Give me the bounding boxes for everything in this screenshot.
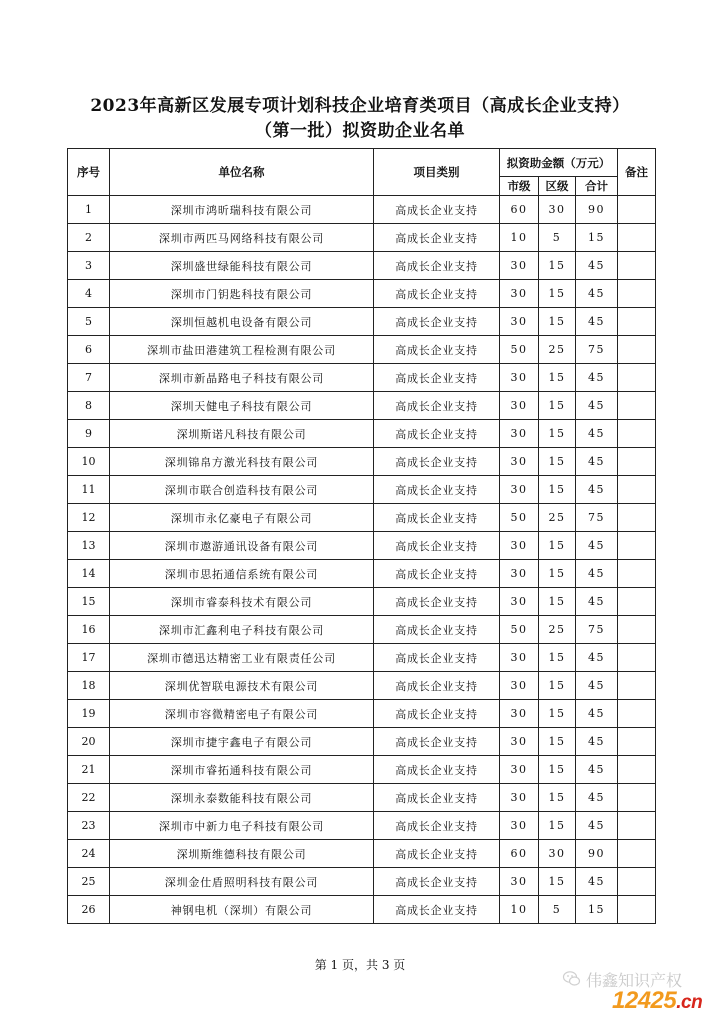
row-index: 4 bbox=[68, 280, 110, 308]
remark bbox=[618, 868, 656, 896]
amount-district: 15 bbox=[539, 532, 576, 560]
project-category: 高成长企业支持 bbox=[374, 532, 500, 560]
funding-table bbox=[67, 148, 656, 924]
company-name: 神钢电机（深圳）有限公司 bbox=[110, 896, 374, 924]
remark bbox=[618, 420, 656, 448]
row-index: 18 bbox=[68, 672, 110, 700]
company-name: 深圳恒越机电设备有限公司 bbox=[110, 308, 374, 336]
amount-district: 15 bbox=[539, 868, 576, 896]
table-row bbox=[68, 616, 656, 644]
table-row bbox=[68, 588, 656, 616]
table-row bbox=[68, 840, 656, 868]
project-category: 高成长企业支持 bbox=[374, 392, 500, 420]
amount-city: 50 bbox=[500, 336, 539, 364]
watermark-account: 伟鑫知识产权 bbox=[586, 973, 683, 990]
row-index: 5 bbox=[68, 308, 110, 336]
amount-city: 30 bbox=[500, 644, 539, 672]
remark bbox=[618, 840, 656, 868]
amount-district: 15 bbox=[539, 476, 576, 504]
remark bbox=[618, 700, 656, 728]
table-row bbox=[68, 504, 656, 532]
remark bbox=[618, 532, 656, 560]
amount-district: 15 bbox=[539, 644, 576, 672]
wechat-icon bbox=[562, 969, 582, 989]
amount-city: 30 bbox=[500, 672, 539, 700]
row-index: 23 bbox=[68, 812, 110, 840]
project-category: 高成长企业支持 bbox=[374, 644, 500, 672]
amount-district: 15 bbox=[539, 308, 576, 336]
company-name: 深圳金仕盾照明科技有限公司 bbox=[110, 868, 374, 896]
company-name: 深圳市门钥匙科技有限公司 bbox=[110, 280, 374, 308]
company-name: 深圳市盐田港建筑工程检测有限公司 bbox=[110, 336, 374, 364]
remark bbox=[618, 896, 656, 924]
amount-district: 15 bbox=[539, 756, 576, 784]
project-category: 高成长企业支持 bbox=[374, 280, 500, 308]
amount-total: 45 bbox=[576, 672, 618, 700]
header-remark: 备注 bbox=[618, 149, 656, 196]
remark bbox=[618, 812, 656, 840]
amount-total: 75 bbox=[576, 336, 618, 364]
company-name: 深圳市睿拓通科技有限公司 bbox=[110, 756, 374, 784]
project-category: 高成长企业支持 bbox=[374, 896, 500, 924]
table-row bbox=[68, 756, 656, 784]
table-row bbox=[68, 728, 656, 756]
table-row bbox=[68, 336, 656, 364]
project-category: 高成长企业支持 bbox=[374, 476, 500, 504]
amount-city: 30 bbox=[500, 448, 539, 476]
company-name: 深圳天健电子科技有限公司 bbox=[110, 392, 374, 420]
project-category: 高成长企业支持 bbox=[374, 868, 500, 896]
table-row bbox=[68, 644, 656, 672]
table-row bbox=[68, 224, 656, 252]
amount-total: 45 bbox=[576, 448, 618, 476]
row-index: 12 bbox=[68, 504, 110, 532]
amount-total: 45 bbox=[576, 812, 618, 840]
remark bbox=[618, 756, 656, 784]
project-category: 高成长企业支持 bbox=[374, 840, 500, 868]
company-name: 深圳斯诺凡科技有限公司 bbox=[110, 420, 374, 448]
table-row bbox=[68, 308, 656, 336]
amount-district: 30 bbox=[539, 840, 576, 868]
project-category: 高成长企业支持 bbox=[374, 504, 500, 532]
row-index: 17 bbox=[68, 644, 110, 672]
amount-total: 45 bbox=[576, 280, 618, 308]
project-category: 高成长企业支持 bbox=[374, 336, 500, 364]
project-category: 高成长企业支持 bbox=[374, 364, 500, 392]
remark bbox=[618, 448, 656, 476]
row-index: 2 bbox=[68, 224, 110, 252]
company-name: 深圳市德迅达精密工业有限责任公司 bbox=[110, 644, 374, 672]
remark bbox=[618, 252, 656, 280]
table-row bbox=[68, 476, 656, 504]
amount-city: 50 bbox=[500, 504, 539, 532]
company-name: 深圳永泰数能科技有限公司 bbox=[110, 784, 374, 812]
project-category: 高成长企业支持 bbox=[374, 812, 500, 840]
company-name: 深圳盛世绿能科技有限公司 bbox=[110, 252, 374, 280]
remark bbox=[618, 644, 656, 672]
remark bbox=[618, 280, 656, 308]
amount-city: 30 bbox=[500, 784, 539, 812]
amount-district: 5 bbox=[539, 896, 576, 924]
amount-district: 15 bbox=[539, 560, 576, 588]
remark bbox=[618, 560, 656, 588]
company-name: 深圳市容微精密电子有限公司 bbox=[110, 700, 374, 728]
amount-city: 30 bbox=[500, 812, 539, 840]
row-index: 16 bbox=[68, 616, 110, 644]
project-category: 高成长企业支持 bbox=[374, 560, 500, 588]
row-index: 13 bbox=[68, 532, 110, 560]
amount-district: 15 bbox=[539, 280, 576, 308]
amount-city: 30 bbox=[500, 280, 539, 308]
remark bbox=[618, 392, 656, 420]
table-row bbox=[68, 868, 656, 896]
amount-district: 15 bbox=[539, 588, 576, 616]
document-title-line1: 2023年高新区发展专项计划科技企业培育类项目（高成长企业支持） bbox=[90, 96, 630, 116]
table-row bbox=[68, 392, 656, 420]
amount-city: 60 bbox=[500, 840, 539, 868]
row-index: 22 bbox=[68, 784, 110, 812]
remark bbox=[618, 616, 656, 644]
amount-total: 45 bbox=[576, 420, 618, 448]
table-row bbox=[68, 364, 656, 392]
table-row bbox=[68, 672, 656, 700]
table-row bbox=[68, 252, 656, 280]
row-index: 19 bbox=[68, 700, 110, 728]
site-logo bbox=[612, 987, 702, 1015]
company-name: 深圳锦帛方激光科技有限公司 bbox=[110, 448, 374, 476]
amount-total: 45 bbox=[576, 364, 618, 392]
amount-city: 30 bbox=[500, 476, 539, 504]
header-index: 序号 bbox=[68, 149, 110, 196]
amount-total: 45 bbox=[576, 252, 618, 280]
row-index: 1 bbox=[68, 196, 110, 224]
amount-city: 30 bbox=[500, 728, 539, 756]
remark bbox=[618, 504, 656, 532]
remark bbox=[618, 728, 656, 756]
row-index: 3 bbox=[68, 252, 110, 280]
logo-suffix: .cn bbox=[676, 992, 703, 1013]
table-row bbox=[68, 812, 656, 840]
amount-city: 30 bbox=[500, 560, 539, 588]
amount-total: 45 bbox=[576, 392, 618, 420]
page-number: 第 1 页，共 3 页 bbox=[314, 958, 406, 972]
header-district: 区级 bbox=[539, 177, 576, 196]
table-row bbox=[68, 532, 656, 560]
header-category: 项目类别 bbox=[374, 149, 500, 196]
row-index: 8 bbox=[68, 392, 110, 420]
amount-district: 15 bbox=[539, 364, 576, 392]
company-name: 深圳市汇鑫利电子科技有限公司 bbox=[110, 616, 374, 644]
amount-district: 15 bbox=[539, 420, 576, 448]
amount-total: 15 bbox=[576, 896, 618, 924]
row-index: 10 bbox=[68, 448, 110, 476]
amount-district: 15 bbox=[539, 392, 576, 420]
amount-district: 15 bbox=[539, 252, 576, 280]
amount-city: 30 bbox=[500, 364, 539, 392]
company-name: 深圳市鸿昕瑞科技有限公司 bbox=[110, 196, 374, 224]
remark bbox=[618, 364, 656, 392]
remark bbox=[618, 588, 656, 616]
project-category: 高成长企业支持 bbox=[374, 728, 500, 756]
amount-district: 5 bbox=[539, 224, 576, 252]
amount-city: 30 bbox=[500, 588, 539, 616]
company-name: 深圳市两匹马网络科技有限公司 bbox=[110, 224, 374, 252]
company-name: 深圳市永亿豪电子有限公司 bbox=[110, 504, 374, 532]
amount-total: 45 bbox=[576, 560, 618, 588]
remark bbox=[618, 308, 656, 336]
amount-district: 25 bbox=[539, 336, 576, 364]
remark bbox=[618, 672, 656, 700]
amount-total: 75 bbox=[576, 504, 618, 532]
amount-district: 15 bbox=[539, 700, 576, 728]
amount-city: 30 bbox=[500, 392, 539, 420]
row-index: 20 bbox=[68, 728, 110, 756]
document-title-line2: （第一批）拟资助企业名单 bbox=[255, 121, 465, 141]
remark bbox=[618, 196, 656, 224]
row-index: 26 bbox=[68, 896, 110, 924]
amount-district: 15 bbox=[539, 448, 576, 476]
company-name: 深圳市捷宇鑫电子有限公司 bbox=[110, 728, 374, 756]
row-index: 15 bbox=[68, 588, 110, 616]
company-name: 深圳市思拓通信系统有限公司 bbox=[110, 560, 374, 588]
project-category: 高成长企业支持 bbox=[374, 308, 500, 336]
company-name: 深圳优智联电源技术有限公司 bbox=[110, 672, 374, 700]
amount-total: 45 bbox=[576, 784, 618, 812]
remark bbox=[618, 224, 656, 252]
amount-total: 45 bbox=[576, 532, 618, 560]
header-company: 单位名称 bbox=[110, 149, 374, 196]
amount-city: 30 bbox=[500, 868, 539, 896]
amount-total: 15 bbox=[576, 224, 618, 252]
row-index: 11 bbox=[68, 476, 110, 504]
company-name: 深圳市新晶路电子科技有限公司 bbox=[110, 364, 374, 392]
company-name: 深圳市遨游通讯设备有限公司 bbox=[110, 532, 374, 560]
row-index: 14 bbox=[68, 560, 110, 588]
amount-total: 45 bbox=[576, 476, 618, 504]
amount-total: 45 bbox=[576, 756, 618, 784]
project-category: 高成长企业支持 bbox=[374, 616, 500, 644]
amount-district: 25 bbox=[539, 504, 576, 532]
project-category: 高成长企业支持 bbox=[374, 420, 500, 448]
amount-total: 45 bbox=[576, 644, 618, 672]
project-category: 高成长企业支持 bbox=[374, 672, 500, 700]
project-category: 高成长企业支持 bbox=[374, 448, 500, 476]
table-row bbox=[68, 280, 656, 308]
amount-city: 50 bbox=[500, 616, 539, 644]
table-row bbox=[68, 448, 656, 476]
row-index: 9 bbox=[68, 420, 110, 448]
amount-district: 15 bbox=[539, 672, 576, 700]
amount-city: 30 bbox=[500, 420, 539, 448]
company-name: 深圳市睿泰科技术有限公司 bbox=[110, 588, 374, 616]
amount-city: 30 bbox=[500, 308, 539, 336]
project-category: 高成长企业支持 bbox=[374, 588, 500, 616]
table-row bbox=[68, 196, 656, 224]
row-index: 21 bbox=[68, 756, 110, 784]
amount-city: 10 bbox=[500, 224, 539, 252]
amount-total: 45 bbox=[576, 728, 618, 756]
table-row bbox=[68, 700, 656, 728]
amount-total: 75 bbox=[576, 616, 618, 644]
amount-city: 10 bbox=[500, 896, 539, 924]
amount-city: 30 bbox=[500, 756, 539, 784]
amount-district: 30 bbox=[539, 196, 576, 224]
table-row bbox=[68, 560, 656, 588]
row-index: 25 bbox=[68, 868, 110, 896]
project-category: 高成长企业支持 bbox=[374, 784, 500, 812]
amount-district: 15 bbox=[539, 728, 576, 756]
company-name: 深圳斯维德科技有限公司 bbox=[110, 840, 374, 868]
amount-total: 45 bbox=[576, 308, 618, 336]
table-row bbox=[68, 420, 656, 448]
amount-district: 15 bbox=[539, 784, 576, 812]
amount-total: 45 bbox=[576, 868, 618, 896]
table-body bbox=[68, 196, 656, 924]
amount-district: 25 bbox=[539, 616, 576, 644]
amount-total: 45 bbox=[576, 700, 618, 728]
amount-total: 45 bbox=[576, 588, 618, 616]
row-index: 7 bbox=[68, 364, 110, 392]
remark bbox=[618, 784, 656, 812]
amount-city: 60 bbox=[500, 196, 539, 224]
header-total: 合计 bbox=[576, 177, 618, 196]
logo-main: 12425 bbox=[612, 987, 677, 1014]
header-city: 市级 bbox=[500, 177, 539, 196]
remark bbox=[618, 336, 656, 364]
table-row bbox=[68, 896, 656, 924]
amount-city: 30 bbox=[500, 252, 539, 280]
row-index: 6 bbox=[68, 336, 110, 364]
amount-total: 90 bbox=[576, 196, 618, 224]
project-category: 高成长企业支持 bbox=[374, 252, 500, 280]
row-index: 24 bbox=[68, 840, 110, 868]
company-name: 深圳市联合创造科技有限公司 bbox=[110, 476, 374, 504]
amount-city: 30 bbox=[500, 700, 539, 728]
project-category: 高成长企业支持 bbox=[374, 196, 500, 224]
project-category: 高成长企业支持 bbox=[374, 224, 500, 252]
amount-city: 30 bbox=[500, 532, 539, 560]
project-category: 高成长企业支持 bbox=[374, 756, 500, 784]
project-category: 高成长企业支持 bbox=[374, 700, 500, 728]
header-amount: 拟资助金额（万元） bbox=[500, 149, 618, 177]
amount-total: 90 bbox=[576, 840, 618, 868]
company-name: 深圳市中新力电子科技有限公司 bbox=[110, 812, 374, 840]
table-row bbox=[68, 784, 656, 812]
amount-district: 15 bbox=[539, 812, 576, 840]
remark bbox=[618, 476, 656, 504]
